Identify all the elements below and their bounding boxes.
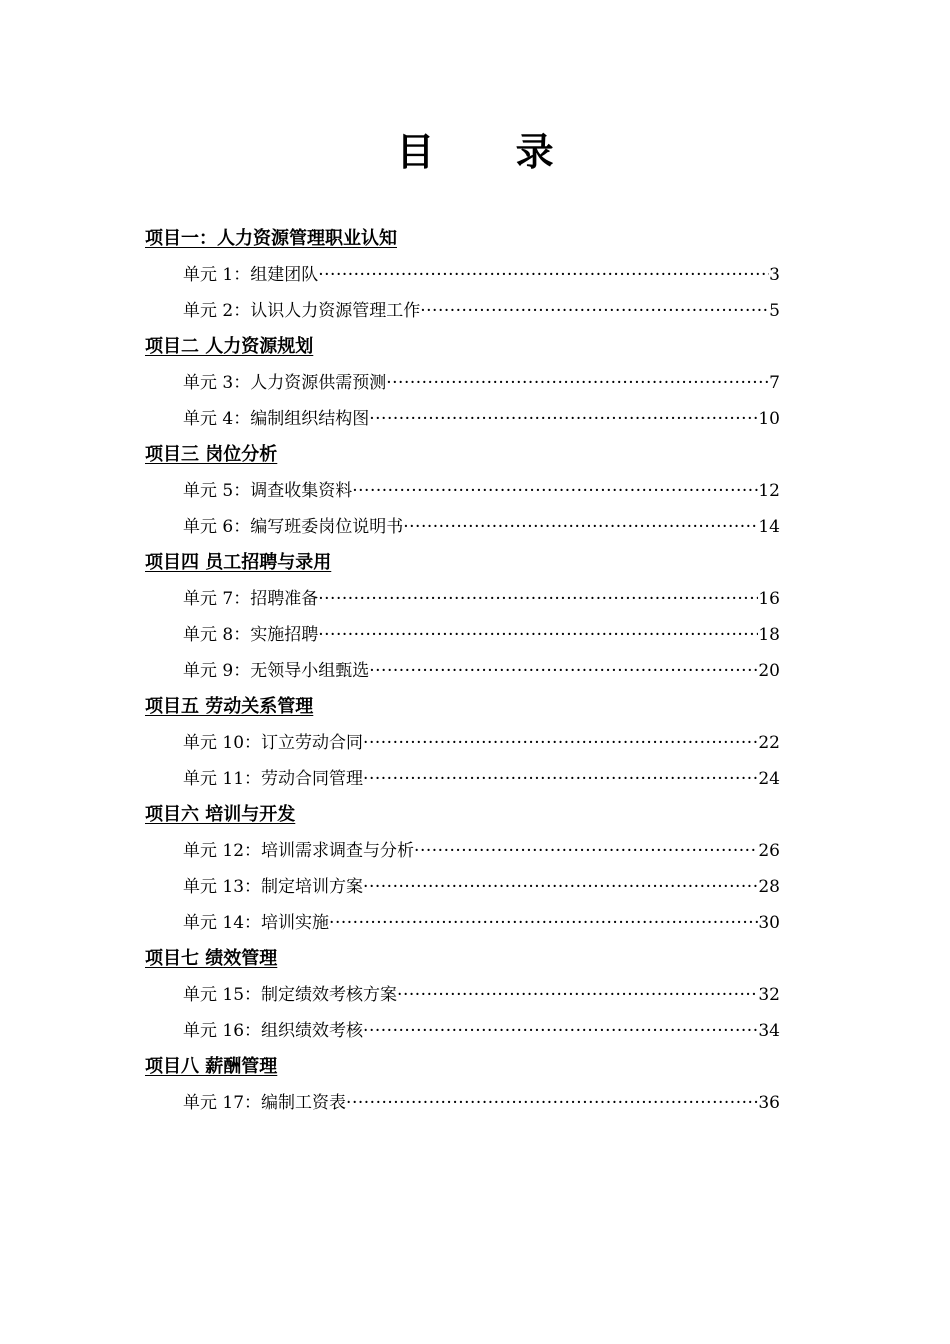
toc-entry-page-number: 14 bbox=[758, 517, 780, 537]
dot-leader bbox=[363, 725, 758, 761]
toc-entry-page-number: 24 bbox=[758, 769, 780, 789]
toc-entry-label: 单元 2：认识人力资源管理工作 bbox=[183, 301, 421, 321]
dot-leader bbox=[318, 257, 769, 293]
dot-leader bbox=[420, 293, 769, 329]
toc-entry-label: 单元 11：劳动合同管理 bbox=[183, 769, 364, 789]
table-of-contents bbox=[145, 221, 785, 1121]
dot-leader bbox=[363, 1013, 758, 1049]
toc-entry[interactable] bbox=[145, 977, 780, 1013]
toc-section-heading[interactable]: 项目四 员工招聘与录用 bbox=[145, 552, 332, 573]
toc-section-heading[interactable]: 项目六 培训与开发 bbox=[145, 804, 296, 825]
toc-entry-label: 单元 7：招聘准备 bbox=[183, 589, 319, 609]
page-title: 目 录 bbox=[396, 129, 588, 174]
toc-entry-label: 单元 9：无领导小组甄选 bbox=[183, 661, 370, 681]
toc-section bbox=[145, 941, 785, 1049]
toc-entry-label: 单元 4：编制组织结构图 bbox=[183, 409, 370, 429]
dot-leader bbox=[329, 905, 758, 941]
toc-section bbox=[145, 1049, 785, 1121]
toc-entry-page-number: 5 bbox=[769, 301, 780, 321]
toc-entry-label: 单元 17：编制工资表 bbox=[183, 1093, 347, 1113]
toc-entry-label: 单元 14：培训实施 bbox=[183, 913, 330, 933]
toc-entry[interactable] bbox=[145, 509, 780, 545]
toc-entry[interactable] bbox=[145, 1013, 780, 1049]
toc-entry[interactable] bbox=[145, 1085, 780, 1121]
toc-entry[interactable] bbox=[145, 293, 780, 329]
toc-entry-page-number: 22 bbox=[758, 733, 780, 753]
toc-entry[interactable] bbox=[145, 869, 780, 905]
toc-section-heading[interactable]: 项目一：人力资源管理职业认知 bbox=[145, 228, 397, 249]
toc-section bbox=[145, 797, 785, 941]
toc-entry[interactable] bbox=[145, 617, 780, 653]
toc-section-heading[interactable]: 项目三 岗位分析 bbox=[145, 444, 278, 465]
toc-section bbox=[145, 545, 785, 689]
toc-entry-label: 单元 8：实施招聘 bbox=[183, 625, 319, 645]
toc-entry-label: 单元 5：调查收集资料 bbox=[183, 481, 353, 501]
toc-entry-page-number: 16 bbox=[758, 589, 780, 609]
toc-entry-label: 单元 13：制定培训方案 bbox=[183, 877, 364, 897]
toc-entry-label: 单元 16：组织绩效考核 bbox=[183, 1021, 364, 1041]
toc-entry-page-number: 20 bbox=[758, 661, 780, 681]
toc-entry-label: 单元 6：编写班委岗位说明书 bbox=[183, 517, 404, 537]
toc-section-heading[interactable]: 项目五 劳动关系管理 bbox=[145, 696, 314, 717]
dot-leader bbox=[346, 1085, 758, 1121]
toc-entry-page-number: 30 bbox=[758, 913, 780, 933]
toc-entry[interactable] bbox=[145, 401, 780, 437]
dot-leader bbox=[363, 761, 758, 797]
toc-entry-page-number: 12 bbox=[758, 481, 780, 501]
toc-entry[interactable] bbox=[145, 257, 780, 293]
dot-leader bbox=[403, 509, 758, 545]
toc-entry[interactable] bbox=[145, 473, 780, 509]
toc-entry-label: 单元 1：组建团队 bbox=[183, 265, 319, 285]
dot-leader bbox=[386, 365, 769, 401]
toc-entry-label: 单元 3：人力资源供需预测 bbox=[183, 373, 387, 393]
toc-entry-page-number: 10 bbox=[758, 409, 780, 429]
toc-entry[interactable] bbox=[145, 653, 780, 689]
toc-entry[interactable] bbox=[145, 833, 780, 869]
dot-leader bbox=[363, 869, 758, 905]
toc-section bbox=[145, 689, 785, 797]
toc-entry[interactable] bbox=[145, 761, 780, 797]
toc-entry-label: 单元 12：培训需求调查与分析 bbox=[183, 841, 415, 861]
toc-entry-label: 单元 10：订立劳动合同 bbox=[183, 733, 364, 753]
toc-section-heading[interactable]: 项目八 薪酬管理 bbox=[145, 1056, 278, 1077]
dot-leader bbox=[414, 833, 758, 869]
toc-entry-page-number: 18 bbox=[758, 625, 780, 645]
toc-section-heading[interactable]: 项目七 绩效管理 bbox=[145, 948, 278, 969]
toc-section-heading[interactable]: 项目二 人力资源规划 bbox=[145, 336, 314, 357]
toc-entry-page-number: 32 bbox=[758, 985, 780, 1005]
toc-entry-page-number: 26 bbox=[758, 841, 780, 861]
toc-entry-label: 单元 15：制定绩效考核方案 bbox=[183, 985, 398, 1005]
toc-entry-page-number: 3 bbox=[769, 265, 780, 285]
toc-entry[interactable] bbox=[145, 365, 780, 401]
dot-leader bbox=[352, 473, 758, 509]
toc-entry[interactable] bbox=[145, 581, 780, 617]
dot-leader bbox=[318, 581, 758, 617]
toc-entry-page-number: 34 bbox=[758, 1021, 780, 1041]
dot-leader bbox=[369, 653, 758, 689]
toc-entry-page-number: 28 bbox=[758, 877, 780, 897]
toc-entry[interactable] bbox=[145, 905, 780, 941]
toc-section bbox=[145, 221, 785, 329]
dot-leader bbox=[397, 977, 758, 1013]
toc-section bbox=[145, 437, 785, 545]
dot-leader bbox=[318, 617, 758, 653]
dot-leader bbox=[369, 401, 758, 437]
toc-section bbox=[145, 329, 785, 437]
toc-entry-page-number: 36 bbox=[758, 1093, 780, 1113]
toc-entry-page-number: 7 bbox=[769, 373, 780, 393]
toc-entry[interactable] bbox=[145, 725, 780, 761]
